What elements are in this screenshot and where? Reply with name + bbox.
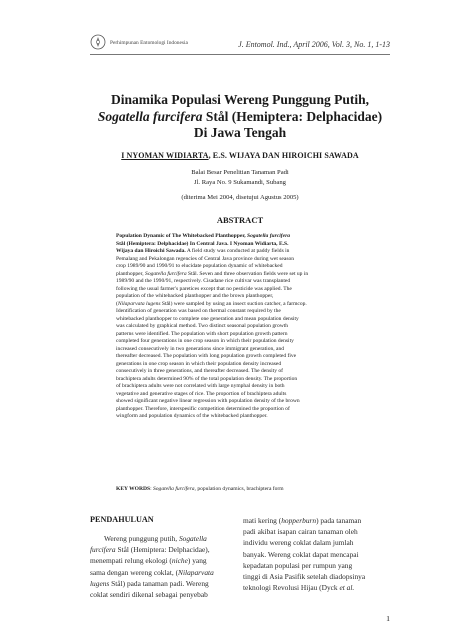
co-authors: , E.S. WIJAYA DAN HIROICHI SAWADA — [208, 151, 359, 160]
abstract-line: following the usual farmer's paretices except that no pesticide was applied. The — [116, 285, 292, 292]
abstract-line: wingform and population dynamics of the whitebacked planthopper. — [116, 413, 268, 419]
society-name: Perhimpunan Entomologi Indonesia — [110, 40, 188, 46]
abstract-heading: ABSTRACT — [216, 215, 264, 225]
section-heading-introduction: PENDAHULUAN — [90, 515, 154, 524]
journal-citation: J. Entomol. Ind., April 2006, Vol. 3, No. 1, 1-13 — [238, 40, 390, 49]
keywords — [116, 486, 394, 494]
abstract-line — [116, 301, 394, 309]
body-text: menempati relung ekologi ( — [90, 556, 172, 566]
abstract-line — [116, 233, 394, 241]
body-text: sama dengan wereng coklat, ( — [90, 567, 179, 577]
body-text: teknologi Revolusi Hijau (Dyck — [243, 583, 340, 593]
body-line — [90, 555, 236, 566]
abstract-line: Identification of generation was based on thermal constant required by the — [116, 308, 281, 314]
abstract-line: Pemalang and Pekalongan regencies of Central Java province during wet season — [116, 255, 295, 262]
body-line: tinggi di Asia Pasifik setelah diadopsinya — [243, 572, 366, 582]
abstract-title-part: Population Dynamic of The Whitebacked Planthopper, — [116, 233, 248, 239]
abstract-line: patterns were identified. The population with short population growth pattern — [116, 330, 288, 337]
abstract-line: consecutively in three generations, and thereafter decreased. The density of — [116, 368, 284, 374]
body-text: ) yang — [187, 556, 207, 566]
abstract-line: was calculated by graphical method. Two distinct seasonal population growth — [116, 323, 289, 329]
keywords-rest: , population dynamics, brachiptera form — [194, 486, 284, 492]
body-line — [243, 582, 389, 593]
abstract-text: A field study was conducted at paddy fields in — [185, 248, 290, 254]
body-column-right — [243, 515, 389, 593]
abstract-line: brachiptera adults determined 90% of the total population density. The proportion — [116, 375, 298, 382]
body-line: kepadatan populasi per rumpun yang — [243, 560, 353, 570]
abstract-line: population of the whitebacked planthopper and the brown planthopper, — [116, 293, 274, 299]
abstract-authors: Wijaya dan Hiroichi Sawada. — [116, 248, 186, 254]
abstract-line: of brachiptera adults were not correlated with large nymphal density in both — [116, 383, 285, 389]
abstract-title-part: Stål (Hemiptera: Delphacidae) In Central Java. I Nyoman Widiarta, E.S. — [116, 240, 289, 247]
abstract-species: Sogatella furcifera — [247, 233, 291, 239]
body-column-left — [90, 533, 236, 600]
body-line — [90, 544, 236, 555]
abstract-line: whitebacked planthopper to complete one generation and mean population density — [116, 315, 299, 322]
affiliation-line-2: Jl. Raya No. 9 Sukamandi, Subang — [194, 178, 286, 186]
body-line — [90, 578, 236, 589]
title-line-3: Di Jawa Tengah — [193, 125, 287, 140]
body-species: furcifera — [90, 545, 116, 555]
page-number: 1 — [386, 614, 390, 623]
abstract-line: planthopper. Therefore, interspesific competition determined the proportion of — [116, 405, 290, 412]
abstract-line: vegetative and generative stages of rice. The proportion of brachiptera adults — [116, 390, 287, 397]
abstract-text: Stål) were sampled by using an insect suction catcher, a farmcop. — [160, 300, 307, 307]
body-line — [90, 567, 236, 578]
body-term: niche — [171, 556, 188, 566]
author-list — [90, 151, 390, 160]
first-author: I NYOMAN WIDIARTA — [121, 151, 209, 160]
body-text: Stål) pada tanaman padi. Wereng — [109, 578, 209, 588]
abstract-species: Sogatella furcifera — [145, 270, 187, 277]
abstract-text: ( — [116, 300, 118, 307]
abstract-body — [116, 233, 394, 421]
abstract-text: Stål. Seven and three observation fields were set up in — [186, 270, 309, 277]
body-line — [90, 533, 236, 544]
body-species: Nilaparvata — [178, 567, 214, 577]
body-species: Sogatella — [178, 534, 207, 543]
title-species: Sogatella furcifera — [97, 108, 203, 124]
affiliation — [90, 168, 390, 187]
abstract-text: planthopper, — [116, 270, 146, 277]
body-species: lugens — [90, 578, 110, 588]
body-line: padi akibat isapan cairan tanaman oleh — [243, 527, 358, 537]
keywords-sep: : — [150, 486, 153, 492]
body-text: Stål (Hemiptera: Delphacidae), — [115, 545, 210, 555]
body-text: ) pada tanaman — [316, 516, 362, 525]
abstract-line: showed significant negative linear regression with population density of the brown — [116, 398, 300, 404]
abstract-line: crop 1989/90 and 1990/91 to elucidate population dynamic of whitebacked — [116, 263, 283, 269]
body-text: Wereng punggung putih, — [104, 534, 179, 543]
abstract-line: thereafter decreased. The population with long population growth completed five — [116, 353, 297, 359]
keywords-species: Sogatella furcifera — [153, 486, 195, 492]
header-divider — [90, 54, 390, 55]
society-logo-icon — [90, 34, 106, 50]
body-line: coklat sendiri dikenal sebagai penyebab — [90, 590, 208, 600]
abstract-line: generations in one crop season in which their population density increased — [116, 360, 282, 367]
title-line-2 — [90, 109, 390, 126]
abstract-line: completed four generations in one crop season in which their population density — [116, 338, 294, 344]
body-line: banyak. Wereng coklat dapat mencapai — [243, 549, 359, 559]
abstract-line — [116, 241, 394, 249]
body-line — [243, 515, 389, 526]
title-line-2-rest: Stål (Hemiptera: Delphacidae) — [202, 108, 383, 124]
abstract-line — [116, 248, 394, 256]
abstract-line — [116, 271, 394, 279]
body-term: hopperburn — [281, 516, 317, 525]
body-text: mati kering ( — [243, 516, 282, 525]
abstract-species: Nilaparvata lugens — [117, 300, 161, 307]
body-line: individu wereng coklat dalam jumlah — [243, 538, 354, 548]
abstract-line: increased consecutively in two generations since immigrant generation, and — [116, 345, 285, 352]
abstract-line: 1989/90 and the 1990/91, respectively. Cisadane rice cultivar was transplanted — [116, 278, 291, 284]
title-line-1: Dinamika Populasi Wereng Punggung Putih, — [111, 92, 369, 107]
received-dates: (diterima Mei 2004, disetujui Agustus 2005) — [181, 194, 299, 201]
keywords-label: KEY WORDS — [116, 486, 151, 492]
body-term: et al. — [339, 583, 355, 593]
affiliation-line-1: Balai Besar Penelitian Tanaman Padi — [191, 169, 289, 176]
paper-title — [90, 92, 390, 142]
